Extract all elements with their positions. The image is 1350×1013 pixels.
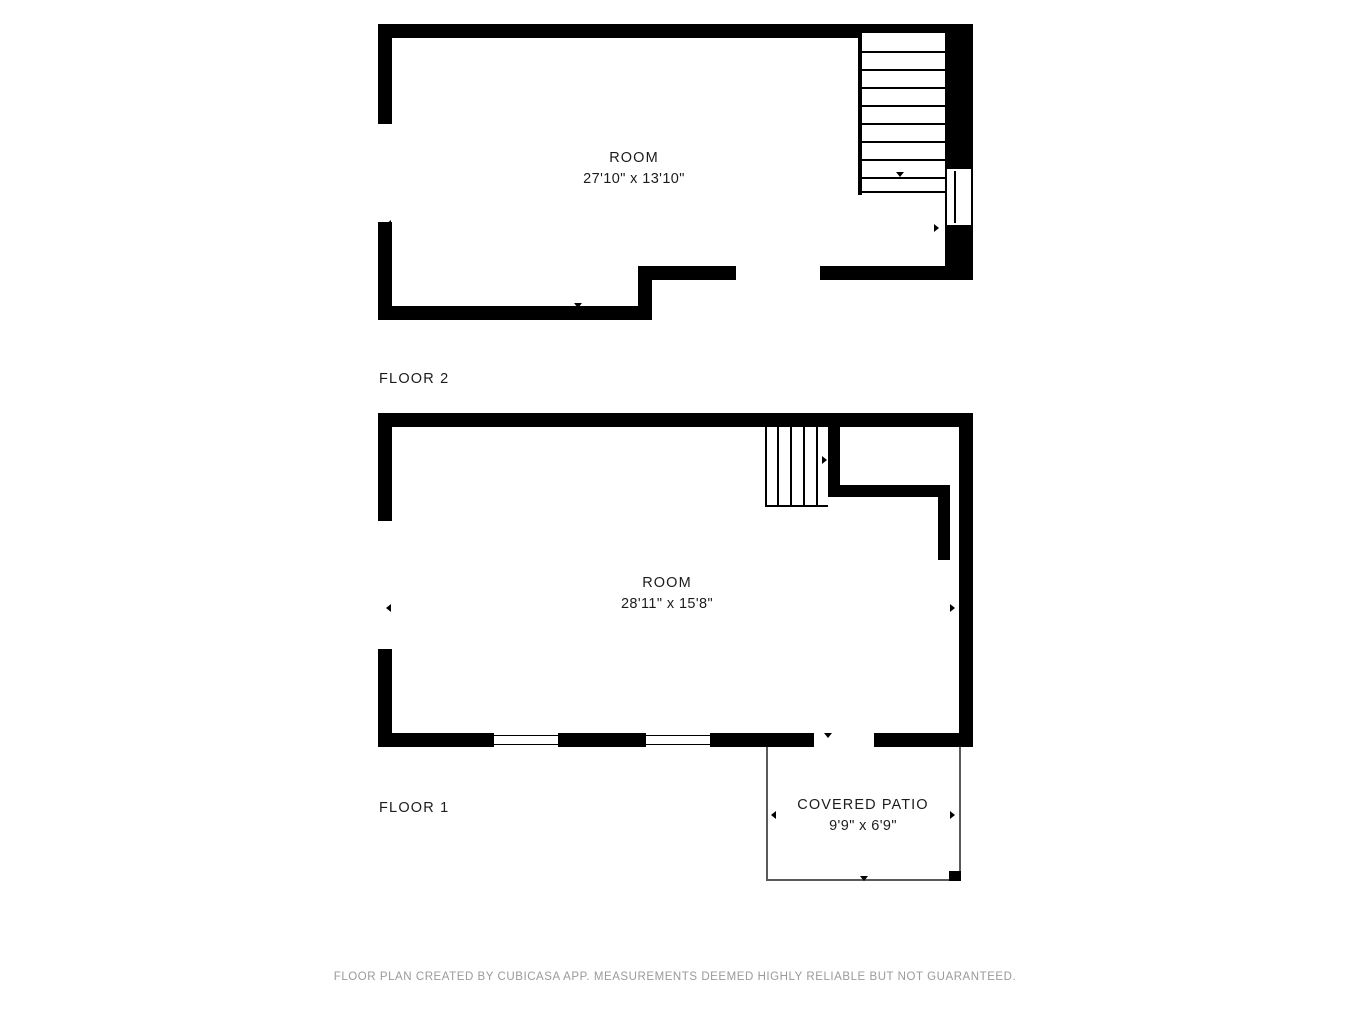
floor-1-marker-left bbox=[386, 604, 391, 612]
patio-corner-post bbox=[949, 871, 961, 881]
patio-dimensions: 9'9" x 6'9" bbox=[829, 818, 897, 835]
floor-2-marker-bottom bbox=[574, 303, 582, 308]
floor-1-wall-bottom-1 bbox=[378, 733, 494, 747]
floor-2-marker-left bbox=[386, 220, 391, 228]
patio-label bbox=[703, 795, 1023, 837]
floor-2-door bbox=[946, 168, 972, 226]
floor-1-wall-bottom-3 bbox=[710, 733, 814, 747]
floor-2-marker-top bbox=[578, 33, 586, 38]
floor-2-wall-right bbox=[945, 24, 973, 280]
floor-2-label: FLOOR 2 bbox=[379, 371, 450, 387]
floor-2-room-name: ROOM bbox=[609, 150, 659, 166]
floor-2-marker-right bbox=[934, 224, 939, 232]
floor-1-room-name: ROOM bbox=[642, 575, 692, 591]
floor-1-stair-direction-marker bbox=[822, 456, 827, 464]
floor-2-wall-opening bbox=[736, 268, 820, 278]
floor-1-patio-opening bbox=[814, 735, 874, 745]
floor-1-marker-bottom bbox=[824, 733, 832, 738]
patio-marker-bottom bbox=[860, 876, 868, 881]
floor-2-wall-step-horz bbox=[638, 266, 736, 280]
floor-2-wall-bottom-left bbox=[378, 306, 652, 320]
floor-1-window-2 bbox=[646, 735, 710, 745]
floor-1-staircase bbox=[765, 425, 828, 507]
floor-1-marker-right bbox=[950, 604, 955, 612]
floor-2-wall-left-upper bbox=[378, 24, 392, 124]
floor-2-room-label bbox=[474, 148, 794, 190]
floor-1-room-label bbox=[507, 573, 827, 615]
floor-2-room-fill-lower bbox=[392, 238, 652, 316]
floor-2-stair-direction-marker bbox=[896, 172, 904, 177]
floor-2-room-dimensions: 27'10" x 13'10" bbox=[583, 171, 685, 188]
floor-1-partition-horizontal bbox=[828, 485, 948, 497]
floor-1-wall-bottom-2 bbox=[558, 733, 646, 747]
floor-1-label: FLOOR 1 bbox=[379, 800, 450, 816]
floor-1-window-1 bbox=[494, 735, 558, 745]
floor-1-room-dimensions: 28'11" x 15'8" bbox=[620, 596, 714, 613]
footer-note: FLOOR PLAN CREATED BY CUBICASA APP. MEASUREMENTS DEEMED HIGHLY RELIABLE BUT NOT GUARANTEED. bbox=[333, 971, 1017, 983]
floor-1-wall-left-upper bbox=[378, 413, 392, 521]
floor-1-partition-vertical-2 bbox=[938, 485, 950, 560]
patio-name: COVERED PATIO bbox=[797, 797, 929, 813]
floor-2-staircase bbox=[862, 33, 945, 193]
floor-1-wall-right bbox=[959, 413, 973, 747]
floor-1-wall-top bbox=[378, 413, 973, 427]
